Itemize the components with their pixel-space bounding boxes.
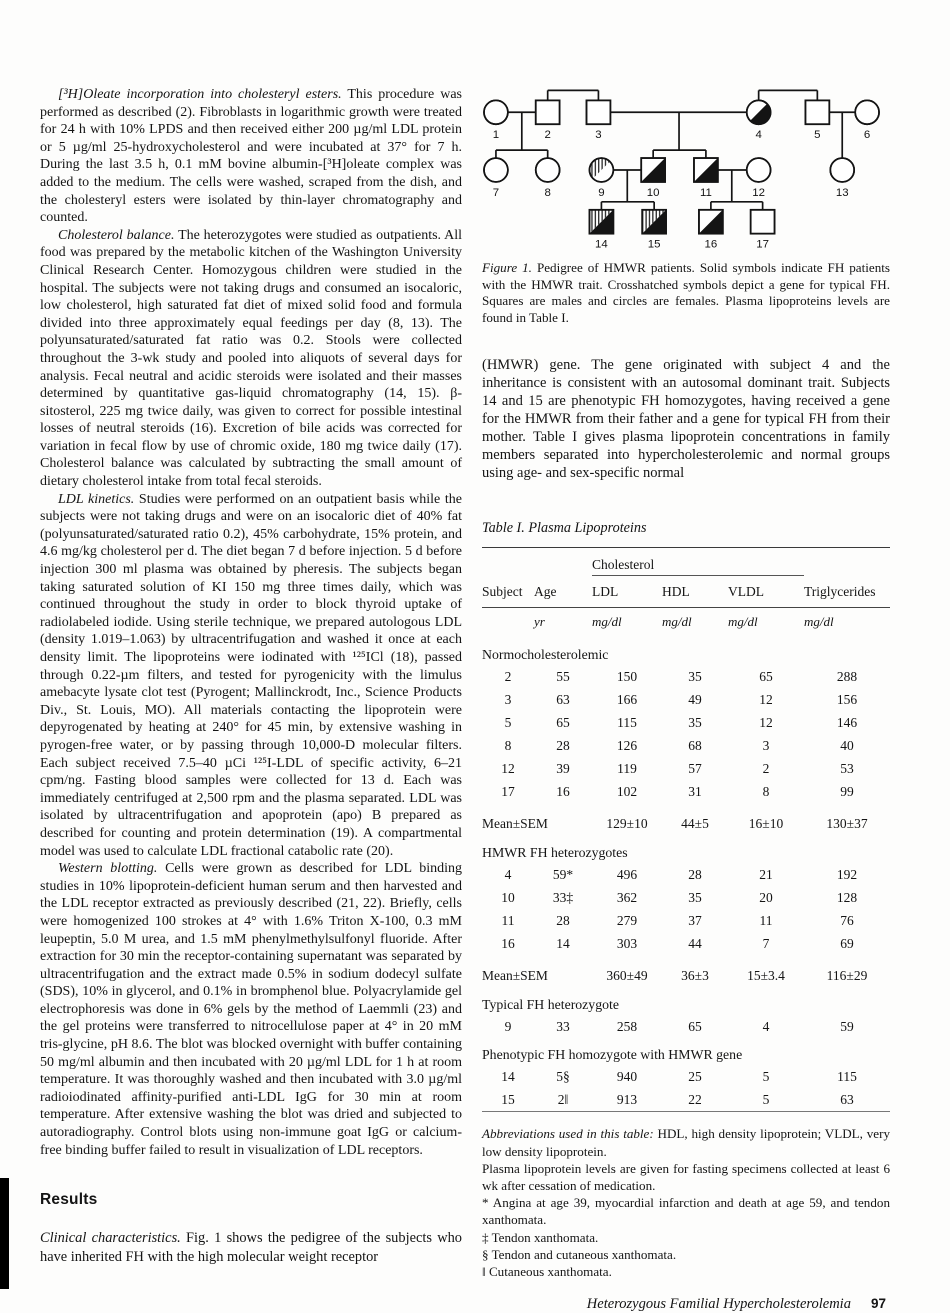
table-cell: mg/dl <box>728 614 758 630</box>
pedigree-member-label: 1 <box>492 129 500 142</box>
table-cell: Cholesterol <box>592 548 804 576</box>
table-cell <box>482 608 534 639</box>
footnote <box>482 1125 890 1159</box>
pedigree-member-label: 7 <box>492 186 500 199</box>
table-cell: HMWR FH heterozygotes <box>482 845 628 861</box>
table-cell: 59* <box>552 867 574 883</box>
table-cell: 115 <box>617 715 637 731</box>
table-cell: 57 <box>688 761 702 777</box>
table-row <box>482 955 890 988</box>
table-row <box>482 608 890 639</box>
table-cell: 102 <box>616 784 638 800</box>
footnote-lead: Abbreviations used in this table: <box>482 1126 654 1142</box>
table-row <box>482 1038 890 1065</box>
table-cell <box>804 548 890 576</box>
pedigree-figure <box>482 88 890 250</box>
paragraph-lead: LDL kinetics. <box>58 491 135 507</box>
table-row <box>482 576 890 608</box>
lipoprotein-table-grid <box>482 547 890 1112</box>
table-cell: 20 <box>759 890 773 906</box>
paragraph-text: The heterozygotes were studied as outpatients. All food was prepared by the metabolic kitchen of the Washington University Clinical Research Center. Homozygous children were studied in the hospital. The subjects were not taking drugs and consumed an isocaloric, low cholesterol, high saturated fat diet of mixed solid food and formula divided into three approximately equal feedings per day (8, 13). The polyunsaturated/saturated fat ratio was 0.2. Stools were collected throughout the 3-wk study and pooled into aliquots of several days for analysis. Fecal neutral and acidic steroids were isolated and their masses determined by quantitative gas-liquid chromatography (14, 15). β-sitosterol, 225 mg twice daily, was given to correct for possible intestinal losses of neutral steroids (16). Excretion of bile acids was corrected for variation in fecal flow by use of chromic oxide, 180 mg twice daily (17). Cholesterol balance was calculated by subtracting the small amount of dietary cholesterol intake from total fecal steroids. <box>40 227 462 490</box>
table-row <box>482 1015 890 1038</box>
table-cell: 69 <box>840 936 854 952</box>
pedigree-member-2 <box>536 100 560 141</box>
page-footer <box>482 1296 890 1313</box>
body-paragraph: (HMWR) gene. The gene originated with subject 4 and the inheritance is consistent with an autosomal dominant trait. Subjects 14 and 15 are phenotypic FH homozygotes, having received a gene for the HMWR from their father and a gene for typical FH from their mother. Table I gives plasma lipoprotein concentrations in family members separated into hypercholesterolemic and normal groups using age- and sex-specific normal <box>482 357 890 482</box>
footnote-text: HDL, high density lipoprotein; VLDL, very low density lipoprotein. <box>482 1126 890 1159</box>
table-cell: 128 <box>836 890 858 906</box>
table-cell: 68 <box>688 738 702 754</box>
table-cell: 115 <box>837 1069 857 1085</box>
table-row <box>482 836 890 863</box>
table-cell: Subject <box>482 576 534 608</box>
table-cell <box>534 548 592 576</box>
pedigree-member-4 <box>747 100 771 141</box>
footnote-text: ‖ Cutaneous xanthomata. <box>482 1264 612 1279</box>
table-row <box>482 932 890 955</box>
page <box>40 86 890 1313</box>
table-cell: 14 <box>501 1069 515 1085</box>
table-cell: 44±5 <box>681 816 709 832</box>
table-cell: 288 <box>836 669 858 685</box>
table-cell: 5§ <box>556 1069 570 1085</box>
table-row <box>482 734 890 757</box>
table-row <box>482 711 890 734</box>
table-cell: 35 <box>688 890 702 906</box>
table-row <box>482 665 890 688</box>
table-cell: 33‡ <box>552 890 574 906</box>
table-row <box>482 863 890 886</box>
table-cell: 12 <box>501 761 515 777</box>
footnote <box>482 1229 890 1246</box>
figure-caption-lead: Figure 1. <box>482 260 532 275</box>
table-cell <box>482 548 534 576</box>
figure-caption-text: Pedigree of HMWR patients. Solid symbols indicate FH patients with the HMWR trait. Crosshatched symbols depict a gene for typical FH. Squares are males and circles are females. Plasma lipoproteins levels are found in Table I. <box>482 260 890 325</box>
table-title: Table I. Plasma Lipoproteins <box>482 520 647 537</box>
table-cell: 129±10 <box>606 816 648 832</box>
pedigree-member-3 <box>586 100 610 141</box>
pedigree-member-label: 10 <box>646 186 660 199</box>
table-cell: mg/dl <box>662 614 692 630</box>
table-cell: 63 <box>556 692 570 708</box>
paragraph-text: This procedure was performed as described (2). Fibroblasts in logarithmic growth were treated for 24 h with 10% LPDS and then received either 200 µg/ml LDL protein or 5 µg/ml 25-hydroxycholesterol and were incubated at 37° for 7 h. During the last 3.5 h, 0.1 mM bovine albumin-[³H]oleate complex was added to the medium. The cells were washed, scraped from the dish, and the cholesteryl esters were isolated by thin-layer chromatography and counted. <box>40 87 462 226</box>
pedigree-member-6 <box>855 100 879 141</box>
pedigree-member-label: 9 <box>598 186 605 199</box>
table-cell: 37 <box>688 913 702 929</box>
table-cell: mg/dl <box>804 614 834 630</box>
pedigree-member-13 <box>830 158 854 199</box>
paragraph-western-blotting <box>40 860 462 1159</box>
table-cell: 76 <box>840 913 854 929</box>
pedigree-member-label: 5 <box>814 129 821 142</box>
table-cell: 2‖ <box>557 1092 569 1108</box>
table-cell: Age <box>534 576 592 608</box>
table-cell: Mean±SEM <box>482 816 548 832</box>
table-cell: 5 <box>504 715 512 731</box>
table-cell: 940 <box>616 1069 638 1085</box>
table-cell: 192 <box>836 867 858 883</box>
pedigree-member-label: 13 <box>835 186 849 199</box>
table-cell: 49 <box>688 692 702 708</box>
table-cell: 44 <box>688 936 702 952</box>
pedigree-member-9 <box>589 158 613 199</box>
table-cell: 2 <box>762 761 770 777</box>
table-cell: 8 <box>504 738 512 754</box>
table-cell: 65 <box>688 1019 702 1035</box>
table-cell: 33 <box>556 1019 570 1035</box>
paragraph-cholesterol-balance <box>40 227 462 491</box>
pedigree-member-15 <box>642 210 666 250</box>
pedigree-member-17 <box>751 210 775 250</box>
table-cell: 11 <box>501 913 515 929</box>
table-row <box>482 548 890 576</box>
table-row <box>482 803 890 836</box>
pedigree-member-1 <box>484 100 508 141</box>
paragraph-ldl-kinetics <box>40 491 462 860</box>
table-cell: 16±10 <box>748 816 784 832</box>
paragraph-lead: Cholesterol balance. <box>58 227 175 243</box>
table-cell: 53 <box>840 761 854 777</box>
table-cell: 496 <box>616 867 638 883</box>
table-cell: 913 <box>616 1092 638 1108</box>
table-cell: 12 <box>759 715 773 731</box>
table-cell: 65 <box>556 715 570 731</box>
table-cell: 22 <box>688 1092 702 1108</box>
table-cell: 12 <box>759 692 773 708</box>
table-cell: 156 <box>836 692 858 708</box>
table-cell: 21 <box>759 867 773 883</box>
table-cell: 2 <box>504 669 512 685</box>
table-cell: 40 <box>840 738 854 754</box>
results-heading: Results <box>40 1191 98 1209</box>
footnote <box>482 1263 890 1280</box>
table-cell: 17 <box>501 784 515 800</box>
table-cell: 39 <box>556 761 570 777</box>
pedigree-member-label: 14 <box>595 238 608 250</box>
pedigree-member-11 <box>694 158 718 199</box>
page-number: 97 <box>870 1296 886 1312</box>
pedigree-member-label: 17 <box>756 238 769 250</box>
lipoprotein-table <box>482 547 890 1112</box>
paragraph-lead: [³H]Oleate incorporation into cholesteryl esters. <box>58 87 342 102</box>
pedigree-member-label: 2 <box>544 129 551 142</box>
table-cell: 360±49 <box>606 968 648 984</box>
table-cell: LDL <box>592 576 662 608</box>
pedigree-member-label: 3 <box>595 129 602 142</box>
table-cell: 303 <box>616 936 638 952</box>
table-cell: 279 <box>616 913 638 929</box>
table-cell: Phenotypic FH homozygote with HMWR gene <box>482 1047 743 1063</box>
table-cell: 25 <box>688 1069 702 1085</box>
footnote-text: * Angina at age 39, myocardial infarction and death at age 59, and tendon xanthomata. <box>482 1195 890 1228</box>
table-cell: 14 <box>556 936 570 952</box>
table-cell: 5 <box>762 1069 770 1085</box>
pedigree-member-8 <box>536 158 560 199</box>
table-row <box>482 688 890 711</box>
scan-artifact-bar <box>0 1178 9 1289</box>
table-cell: 99 <box>840 784 854 800</box>
table-cell: 28 <box>556 738 570 754</box>
table-cell: 130±37 <box>826 816 868 832</box>
table-cell: 15±3.4 <box>747 968 785 984</box>
table-1 <box>482 520 890 1313</box>
table-cell: 8 <box>762 784 770 800</box>
left-column <box>40 86 462 1313</box>
table-cell: yr <box>534 614 545 630</box>
pedigree-member-14 <box>589 210 613 250</box>
table-cell: 28 <box>688 867 702 883</box>
table-row <box>482 886 890 909</box>
table-row <box>482 638 890 665</box>
table-cell: 5 <box>762 1092 770 1108</box>
table-cell: 119 <box>617 761 637 777</box>
footnote <box>482 1246 890 1263</box>
table-row <box>482 757 890 780</box>
paragraph-clinical-characteristics <box>40 1229 462 1267</box>
paragraph-lead: Clinical characteristics. <box>40 1230 181 1247</box>
pedigree-member-label: 16 <box>704 238 718 250</box>
table-cell: 362 <box>616 890 638 906</box>
pedigree-member-5 <box>805 100 829 141</box>
table-row <box>482 780 890 803</box>
table-cell: 3 <box>762 738 770 754</box>
table-cell: 4 <box>504 867 512 883</box>
table-cell: 9 <box>504 1019 512 1035</box>
table-cell: 65 <box>759 669 773 685</box>
table-cell: 36±3 <box>681 968 709 984</box>
table-cell: 55 <box>556 669 570 685</box>
table-cell: 4 <box>762 1019 770 1035</box>
pedigree-member-label: 4 <box>755 129 762 142</box>
table-cell: 35 <box>688 715 702 731</box>
table-cell: 59 <box>840 1019 854 1035</box>
table-cell: 126 <box>616 738 638 754</box>
table-cell: 146 <box>836 715 858 731</box>
table-cell: 166 <box>616 692 638 708</box>
table-cell: VLDL <box>728 576 804 608</box>
table-cell: mg/dl <box>592 614 622 630</box>
table-cell: 3 <box>504 692 512 708</box>
footnote-text: ‡ Tendon xanthomata. <box>482 1229 599 1245</box>
pedigree-member-label: 15 <box>647 238 661 250</box>
running-title: Heterozygous Familial Hypercholesterolemia <box>586 1296 851 1313</box>
table-cell: 15 <box>501 1092 515 1108</box>
pedigree-member-label: 11 <box>699 186 712 199</box>
table-row <box>482 1088 890 1112</box>
table-cell: Mean±SEM <box>482 968 548 984</box>
table-cell: 7 <box>762 936 770 952</box>
table-cell: 150 <box>616 669 638 685</box>
table-row <box>482 909 890 932</box>
table-row <box>482 1065 890 1088</box>
pedigree-member-12 <box>747 158 771 199</box>
right-column <box>482 86 890 1313</box>
table-cell: Typical FH heterozygote <box>482 997 619 1013</box>
pedigree-member-7 <box>484 158 508 199</box>
pedigree-member-label: 12 <box>752 186 766 199</box>
footnote <box>482 1194 890 1228</box>
table-footnotes <box>482 1125 890 1280</box>
paragraph-lead: Western blotting. <box>58 861 158 877</box>
figure-1 <box>482 88 890 326</box>
pedigree-member-label: 8 <box>544 186 551 199</box>
footnote-text: Plasma lipoprotein levels are given for fasting specimens collected at least 6 wk after cessation of medication. <box>482 1160 890 1193</box>
table-cell: Normocholesterolemic <box>482 647 609 663</box>
paragraph-oleate <box>40 86 462 227</box>
table-cell: HDL <box>662 576 728 608</box>
table-cell: 35 <box>688 669 702 685</box>
table-cell: 28 <box>556 913 570 929</box>
paragraph-text: Cells were grown as described for LDL binding studies in 10% lipoprotein-deficient human serum and then harvested and the LDL receptor extracted as previously described (21, 22). Briefly, cells were homogenized 100 strokes at 4° with 1.6% Triton X-100, 0.3 mM leupeptin, 5.0 M urea, and 1.5 mM phenylmethylsulfonyl fluoride. After extraction for 30 min the receptor-containing supernatant was separated by ultracentrifugation and the extract made 0.5% in sodium dodecyl sulfate (SDS), 10% in glycerol, and 0.1% in bromphenol blue. Polyacrylamide gel electrophoresis was done in 6% gels by the method of Laemmli (23) and the gel proteins were transferred to nitrocellulose paper at 4° in 20 mM tris-glycine, pH 8.6. The blot was blocked overnight with buffer containing 50 mg/ml albumin and then incubated with 20 µg/ml LDL for 1 h at room temperature. It was thoroughly washed and then incubated with 3.0 µg/ml radioiodinated affinity-purified anti-LDL IgG for 30 min at room temperature. After extensive washing the blot was dried and subjected to autoradiography. Control blots using non-immune goat IgG or calcium-free binding buffer failed to result in visualization of LDL receptors. <box>40 861 462 1158</box>
pedigree-member-16 <box>699 210 723 250</box>
table-cell: 16 <box>501 936 515 952</box>
pedigree-member-10 <box>641 158 665 199</box>
table-row <box>482 988 890 1015</box>
pedigree-member-label: 6 <box>863 129 871 142</box>
table-cell: 16 <box>556 784 570 800</box>
table-cell: Triglycerides <box>804 576 890 608</box>
paragraph-text: Studies were performed on an outpatient basis while the subjects were not taking drugs and were on an isocaloric diet of 40% fat (polyunsaturated/saturated ratio 0.2), 45% carbohydrate, 15% protein, and 4.6 mg/kg cholesterol per d. The diet began 7 d before injection. 5 d before injection 300 ml plasma was obtained by pheresis. The subjects began taking saturated solution of KI 150 mg three times daily, which was continued throughout the study in order to block thyroid uptake of radiolabeled iodide. Using sterile technique, we prepared autologous LDL (density 1.019–1.063) by ultracentrifugation and washed it once at each density limit. The lipoproteins were iodinated with ¹²⁵ICl (18), passed through 0.22-µm filters, and tested for pyrogenicity with the limulus amebacyte lysate clot test (Pyrogent; Mallinckrodt, Inc., Science Products Div., St. Louis, MO). All materials contacting the lipoprotein were depyrogenated by heating at 240° for 45 min, by extensive washing in pyrogen-free water, or by passing through 10,000-D molecular filters. Each subject received 7.5–40 µCi ¹²⁵I-LDL of specific activity, 6–21 cpm/ng. Fasting blood samples were collected for 13 d. Each was immediately centrifuged at 2,500 rpm and the plasma separated. LDL was isolated by ultracentrifugation and apoprotein (apo) B prepared as described for counting and protein determination (19). A compartmental model was used to calculate LDL fractional catabolic rate (20). <box>40 491 462 859</box>
table-cell: 11 <box>759 913 773 929</box>
table-cell: 31 <box>688 784 702 800</box>
table-cell: 10 <box>501 890 515 906</box>
pedigree-svg <box>482 88 890 250</box>
footnote-text: § Tendon and cutaneous xanthomata. <box>482 1246 677 1262</box>
table-cell: 63 <box>840 1092 854 1108</box>
paragraph-text: Fig. 1 shows the pedigree of the subjects who have inherited FH with the high molecular weight receptor <box>40 1230 462 1266</box>
figure-caption <box>482 260 890 326</box>
footnote <box>482 1160 890 1194</box>
table-cell: 258 <box>616 1019 638 1035</box>
table-cell: 116±29 <box>826 968 868 984</box>
